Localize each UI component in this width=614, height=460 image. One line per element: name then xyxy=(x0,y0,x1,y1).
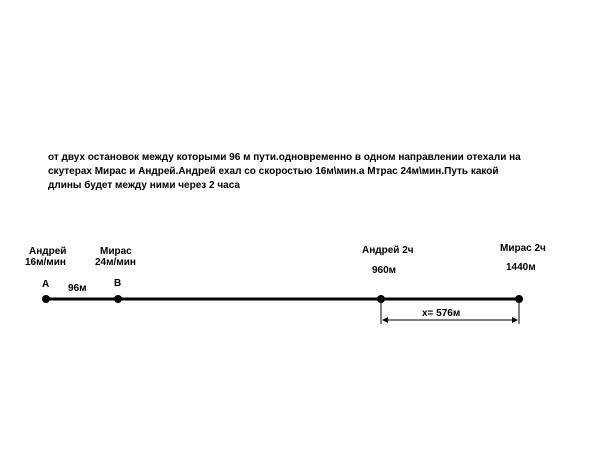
point-b-label: В xyxy=(114,278,122,289)
gap-distance-label: 96м xyxy=(68,283,87,294)
difference-arrow-left-head xyxy=(382,317,388,323)
andrey-speed-label: 16м/мин xyxy=(25,257,66,268)
andrey-name-label: Андрей xyxy=(29,246,67,257)
miras-speed-label: 24м/мин xyxy=(95,257,136,268)
andrey-2h-dot xyxy=(377,295,385,303)
miras-name-label: Мирас xyxy=(100,246,132,257)
miras-2h-label: Мирас 2ч xyxy=(500,243,546,254)
difference-label: x= 576м xyxy=(422,308,461,319)
andrey-2h-distance: 960м xyxy=(372,265,397,276)
problem-line-1: от двух остановок между которыми 96 м пути.одновременно в одном направлении отехали на xyxy=(48,152,521,163)
point-a-dot xyxy=(42,295,50,303)
point-b-dot xyxy=(114,295,122,303)
andrey-2h-label: Андрей 2ч xyxy=(362,245,414,256)
point-a-label: А xyxy=(42,279,50,290)
miras-2h-dot xyxy=(515,295,523,303)
problem-line-2: скутерах Мирас и Андрей.Андрей ехал со скоростью 16м\мин.а Мтрас 24м\мин.Путь какой xyxy=(48,166,499,177)
miras-2h-distance: 1440м xyxy=(506,262,536,273)
difference-arrow-right-head xyxy=(512,317,518,323)
problem-line-3: длины будет между ними через 2 часа xyxy=(48,180,240,191)
